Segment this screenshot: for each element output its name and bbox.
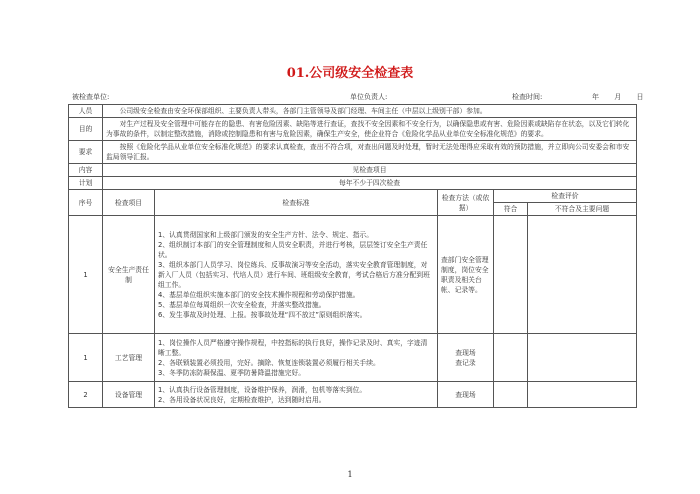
purpose-row — [69, 118, 637, 141]
header-ok: 符合 — [494, 203, 528, 216]
item-ok-cell[interactable] — [494, 334, 528, 382]
table-header-row — [69, 190, 637, 203]
item-name: 工艺管理 — [103, 334, 155, 382]
inspection-time-label: 检查时间: — [512, 93, 543, 101]
item-no: 1 — [69, 334, 103, 382]
standard-line: 2、各用设备状况良好，定期检查维护，达到随时启用。 — [158, 395, 326, 404]
item-issue-cell[interactable] — [528, 216, 637, 334]
item-standards — [155, 382, 438, 408]
item-no: 1 — [69, 216, 103, 334]
item-no: 2 — [69, 382, 103, 408]
purpose-label: 目的 — [69, 118, 103, 141]
unit-owner-label: 单位负责人: — [350, 93, 388, 101]
item-ok-cell[interactable] — [494, 382, 528, 408]
item-name: 安全生产责任制 — [103, 216, 155, 334]
item-standards — [155, 216, 438, 334]
plan-row — [69, 177, 637, 190]
inspection-table — [68, 104, 637, 408]
purpose-text: 对生产过程及安全管理中可能存在的隐患、有害危险因素、缺陷等进行查证，查找不安全因素和不安全行为，以确保隐患或有害、危险因素或缺陷存在状态，以及它们转化为事故的条件，以制定整改措施，消除或控制隐患和有害与危险因素，确保生产安全，使企业符合《危险化学品从业单位安全标准化规范》的要求。 — [103, 118, 637, 141]
item-name: 设备管理 — [103, 382, 155, 408]
header-no: 序号 — [69, 190, 103, 216]
requirement-row — [69, 141, 637, 164]
header-standard: 检查标准 — [155, 190, 438, 216]
standard-line: 2、各联锁装置必须投用，完好。摘除、恢复连锁装置必须履行相关手续。 — [158, 358, 380, 367]
standard-line: 4、基层单位组织实施本部门的安全技术操作规程和劳动保护措施。 — [158, 290, 360, 299]
item-method: 查部门安全管理制度，岗位安全职责及相关台帐、记录等。 — [438, 216, 494, 334]
standard-line: 5、基层单位每周组织一次安全检查，并落实整改措施。 — [158, 300, 326, 309]
table-row — [69, 334, 637, 382]
inspected-unit-label: 被检查单位: — [72, 93, 110, 101]
personnel-label: 人员 — [69, 105, 103, 118]
personnel-text: 公司级安全检查由安全环保部组织、主要负责人带头，各部门主管领导及部门经理、车间主任（中层以上级别干部）参加。 — [103, 105, 637, 118]
plan-label: 计划 — [69, 177, 103, 190]
header-item: 检查项目 — [103, 190, 155, 216]
plan-text: 每年不少于四次检查 — [103, 177, 637, 190]
item-method: 查现场 — [438, 382, 494, 408]
date-label: 年 月 日 — [592, 93, 644, 101]
item-issue-cell[interactable] — [528, 334, 637, 382]
table-row — [69, 382, 637, 408]
content-text: 见检查项目 — [103, 164, 637, 177]
requirement-label: 要求 — [69, 141, 103, 164]
page-title: 01.公司级安全检查表 — [286, 66, 414, 81]
requirement-text: 按照《危险化学品从业单位安全标准化规范》的要求认真检查，查出不符合项，对查出问题及时处理，暂时无法处理得应采取有效的预防措施，并立即向公司安委会和市安监局领导汇报。 — [103, 141, 637, 164]
standard-line: 2、组织制订本部门的安全管理制度和人员安全职责，并进行考核，层层签订安全生产责任状。 — [158, 240, 428, 259]
standard-line: 6、发生事故及时处理、上报。按事故处理“四不放过”原则组织落实。 — [158, 310, 367, 319]
content-label: 内容 — [69, 164, 103, 177]
standard-line: 3、组织本部门人员学习、岗位练兵、反事故演习等安全活动，落实安全教育管理制度，对新入厂人员（包括实习、代培人员）进行车间、班组级安全教育，考试合格后方准分配到班组工作。 — [158, 260, 430, 289]
header-eval: 检查评价 — [494, 190, 637, 203]
page-number: 1 — [347, 470, 353, 479]
item-issue-cell[interactable] — [528, 382, 637, 408]
table-row — [69, 216, 637, 334]
header-method: 检查方法（或依据） — [438, 190, 494, 216]
header-issue: 不符合及主要问题 — [528, 203, 637, 216]
standard-line: 1、认真执行设备管理制度，设备维护保养，润滑，包机等落实到位。 — [158, 385, 367, 394]
standard-line: 3、冬季防冻防凝保温、夏季防暑降温措施完好。 — [158, 368, 306, 377]
item-ok-cell[interactable] — [494, 216, 528, 334]
standard-line: 1、认真贯彻国家和上级部门颁发的安全生产方针、法令、规定、指示。 — [158, 230, 374, 239]
personnel-row — [69, 105, 637, 118]
content-row — [69, 164, 637, 177]
item-method: 查现场 查记录 — [438, 334, 494, 382]
item-standards — [155, 334, 438, 382]
standard-line: 1、岗位操作人员严格遵守操作规程，中控指标的执行良好，操作记录及时、真实，字迹清晰工整。 — [158, 338, 428, 357]
